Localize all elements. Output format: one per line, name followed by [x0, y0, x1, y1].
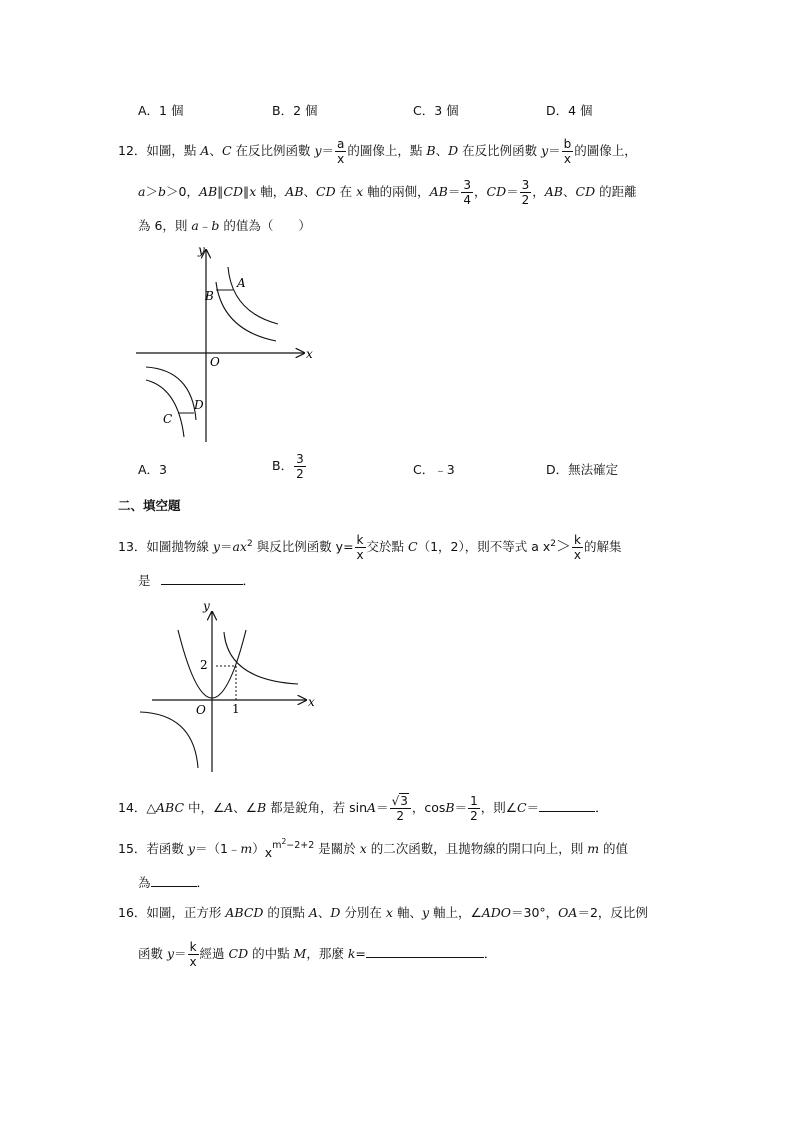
exp-2: 2: [281, 837, 287, 846]
q12-eq: ＝: [506, 184, 519, 199]
q12-seg-cd: CD: [486, 184, 507, 199]
q16-point-a: A: [308, 905, 318, 920]
q12-text: 如圖，點: [146, 143, 201, 158]
q12-eq: ＝: [321, 143, 335, 158]
q16-var-y: y: [166, 946, 175, 961]
q12-point-b: B: [426, 143, 436, 158]
q11-option-c: C．3 個: [413, 103, 459, 118]
q12-minus: ﹣: [198, 218, 212, 233]
q15-text: 的二次函數，且拋物線的開口向上，則: [366, 841, 588, 857]
numerator: 3: [296, 452, 304, 466]
q12-gt: ＞: [145, 184, 158, 199]
q16-seg-cd: CD: [228, 946, 249, 961]
q16-text: 函數: [138, 946, 167, 961]
label-1: 1: [232, 702, 240, 716]
q13-line-2: [138, 570, 255, 591]
q12-fraction-a-over-x: [335, 137, 346, 166]
q12-sep: 、: [435, 143, 449, 158]
numerator: k: [189, 940, 197, 954]
q12-line-3: [138, 216, 311, 236]
exp-rest: −2+2: [286, 840, 315, 852]
numerator: 3: [463, 178, 471, 192]
q12-sep: 、: [303, 184, 317, 199]
curve-a-outer: [228, 267, 278, 324]
numerator: √3: [390, 794, 411, 809]
q14-eq: ＝: [376, 800, 389, 815]
q12-comma: ，: [532, 184, 545, 199]
q16-text: 軸上，∠: [429, 905, 482, 920]
q12-text: 在: [335, 184, 357, 199]
q15-var-m: m: [240, 841, 253, 857]
q12-var-y: y: [541, 143, 549, 158]
q12-option-a: A．3: [138, 462, 168, 477]
q12-sep: 、: [209, 143, 222, 158]
q16-text: ＝2，反比例: [577, 905, 648, 920]
q12-line-2: [138, 178, 637, 207]
q15-number: 15．: [118, 841, 147, 857]
denominator: 2: [396, 809, 405, 823]
label-d: D: [194, 398, 204, 412]
q12-seg-cd: CD: [575, 184, 596, 199]
q12-var-b: b: [211, 218, 220, 233]
q15-text: 是關於: [314, 841, 360, 857]
q13-text: 與反比例函數 y=: [252, 539, 354, 554]
q12-fraction-ab: [461, 178, 473, 207]
q12-eq: ＝: [548, 143, 561, 158]
q11-option-a: A．1 個: [138, 103, 184, 118]
q12-text: 的圖像上，: [574, 143, 637, 158]
numerator: 3: [521, 178, 530, 192]
q14-angle-a: A: [224, 800, 234, 815]
q12-figure: [136, 242, 316, 447]
q12-point-d: D: [448, 143, 459, 158]
q11-option-d: D．4 個: [546, 103, 593, 118]
q16-var-k: k: [347, 946, 356, 961]
curve-b-inner: [216, 282, 276, 341]
exp-m: m: [272, 840, 282, 852]
q14-angle-b: B: [256, 800, 267, 815]
q12-seg-cd: CD: [316, 184, 336, 199]
q12-var-x: x: [356, 184, 364, 199]
q13-text: 是: [138, 573, 151, 588]
q15-base-x: x: [264, 845, 273, 861]
q16-angle-ado: ADO: [481, 905, 511, 920]
q16-seg-oa: OA: [558, 905, 578, 920]
label-x: x: [306, 347, 313, 361]
q12-number: 12．: [118, 143, 147, 158]
label-y: y: [203, 599, 210, 613]
q12-seg-cd: CD: [223, 184, 243, 199]
q16-line-1: [118, 903, 648, 923]
q16-number: 16．: [118, 905, 147, 920]
denominator: x: [573, 548, 582, 562]
q12-point-c: C: [221, 143, 232, 158]
q14-text: 、∠: [233, 800, 257, 815]
label-o: O: [196, 703, 206, 717]
q12-text: ＞0，: [165, 184, 199, 199]
q16-sep: 、: [317, 905, 331, 920]
q14-eq: ＝: [526, 800, 540, 815]
label-2: 2: [200, 658, 208, 672]
q15-text: ）: [252, 841, 265, 857]
label-a: A: [237, 276, 246, 290]
q13-var-y: y: [212, 539, 220, 554]
q14-fraction-1-over-2: [468, 794, 480, 823]
q13-answer-blank[interactable]: [161, 570, 243, 585]
q14-answer-blank[interactable]: [539, 797, 595, 812]
q16-text: 經過: [199, 946, 229, 961]
numerator: 1: [470, 794, 478, 808]
q14-text: 中，∠: [184, 800, 225, 815]
q13-text: 的解集: [583, 539, 622, 554]
denominator: 4: [463, 193, 471, 207]
q16-var-x: x: [385, 905, 393, 920]
q14-text: ，cos: [411, 800, 446, 815]
denominator: 2: [296, 467, 304, 481]
q13-number: 13．: [118, 539, 147, 554]
q15-text: ＝（1﹣: [194, 841, 241, 857]
q12-point-a: A: [200, 143, 210, 158]
q14-text: ，則∠: [480, 800, 517, 815]
q12-var-y: y: [314, 143, 322, 158]
q12-line-1: [118, 137, 637, 166]
label-c: C: [163, 412, 173, 426]
q16-eq: ＝: [174, 946, 187, 961]
numerator: a: [337, 137, 345, 151]
q14-abc: ABC: [156, 800, 185, 815]
q14-angle-a: A: [367, 800, 377, 815]
q12-text: 軸，: [256, 184, 286, 199]
q16-line-2: [138, 940, 496, 969]
q13-point-c: C: [407, 539, 418, 554]
q12-text: 的圖像上，點: [347, 143, 427, 158]
q12-var-x: x: [249, 184, 257, 199]
q15-text: 為: [138, 875, 151, 890]
q12-option-c: C．﹣3: [413, 462, 455, 477]
q15-var-x: x: [359, 841, 367, 857]
q12-option-d: D．無法確定: [546, 462, 619, 477]
q12-text: 的值為（ ）: [219, 218, 311, 233]
q13-exponent: 2: [246, 538, 253, 549]
q12-text: 的距離: [595, 184, 637, 199]
q12-text: 為 6，則: [138, 218, 192, 233]
denominator: x: [563, 152, 572, 166]
q12-seg-ab: AB: [544, 184, 563, 199]
q13-period: ．: [242, 573, 256, 588]
q16-point-m: M: [293, 946, 307, 961]
q15-line-2: [138, 872, 209, 893]
q13-ax: ax: [232, 539, 247, 554]
q12-option-b-fraction: [294, 452, 306, 481]
q14-text: 都是銳角，若 sin: [266, 800, 368, 815]
q16-text: 的頂點: [263, 905, 309, 920]
q12-var-a: a: [138, 184, 146, 199]
q15-var-y: y: [187, 841, 195, 857]
option-letter: B．: [272, 458, 294, 473]
curve-d-outer: [146, 380, 184, 437]
q12-text: 在反比例函數: [458, 143, 542, 158]
q16-answer-blank[interactable]: [366, 943, 484, 958]
section-title: 二、填空題: [118, 498, 181, 513]
q15-exponent: [272, 837, 315, 852]
q15-var-m: m: [587, 841, 600, 857]
q14-line: [118, 794, 608, 823]
denominator: 2: [470, 809, 478, 823]
numerator: k: [356, 533, 364, 547]
q16-var-y: y: [421, 905, 430, 920]
q16-fraction-k-over-x: [188, 940, 199, 969]
q16-text: 如圖，正方形: [146, 905, 226, 920]
hyperbola-left: [140, 712, 198, 768]
q16-text: 的中點: [248, 946, 294, 961]
q12-text: 在反比例函數: [231, 143, 315, 158]
q12-var-b: b: [157, 184, 166, 199]
q16-square: ABCD: [225, 905, 264, 920]
denominator: x: [189, 955, 197, 969]
q15-answer-blank[interactable]: [151, 872, 197, 887]
q15-period: ．: [196, 875, 210, 890]
denominator: x: [356, 548, 364, 562]
q12-parallel: ∥: [217, 184, 224, 199]
q12-parallel: ∥: [243, 184, 250, 199]
q13-fraction-k-over-x: [355, 533, 366, 562]
q12-seg-ab: AB: [285, 184, 304, 199]
q16-period: ．: [483, 946, 497, 961]
hyperbola-right: [224, 632, 298, 684]
q15-text: 若函數: [146, 841, 188, 857]
q14-number: 14．: [118, 800, 147, 815]
q14-period: ．: [595, 800, 608, 815]
q13-text: 如圖拋物線: [146, 539, 213, 554]
q16-text: 分別在: [340, 905, 386, 920]
q12-seg-ab: AB: [429, 184, 448, 199]
q15-text: 的值: [599, 841, 629, 857]
q16-text: ，那麼: [306, 946, 348, 961]
q13-line-1: [118, 533, 621, 562]
label-o: O: [210, 355, 220, 369]
label-y: y: [198, 243, 205, 257]
q13-text: （1，2），則不等式 a x: [417, 539, 551, 554]
q12-seg-ab: AB: [198, 184, 218, 199]
q14-angle-b: B: [445, 800, 455, 815]
label-x: x: [308, 695, 315, 709]
q16-text: 軸、: [392, 905, 422, 920]
q13-exponent: 2: [550, 538, 556, 549]
q16-eq: =: [355, 946, 366, 961]
q12-sep: 、: [563, 184, 576, 199]
q11-option-b: B．2 個: [272, 103, 318, 118]
q12-fraction-cd: [520, 178, 532, 207]
denominator: 2: [521, 193, 530, 207]
q12-var-a: a: [191, 218, 199, 233]
q13-figure: [136, 596, 326, 776]
q14-angle-c: C: [516, 800, 527, 815]
q14-triangle: △: [146, 800, 157, 815]
numerator: k: [573, 533, 581, 547]
q12-comma: ，: [474, 184, 487, 199]
q14-fraction-sqrt3-over-2: [390, 794, 411, 823]
q13-gt: ＞: [555, 537, 571, 555]
q12-eq: ＝: [447, 184, 461, 199]
numerator: b: [563, 137, 572, 151]
q12-option-b: [272, 452, 307, 481]
q16-point-d: D: [330, 905, 341, 920]
q15-line-1: [118, 837, 628, 861]
q13-fraction-k-over-x-2: [572, 533, 583, 562]
q12-text: 軸的兩側，: [363, 184, 430, 199]
q13-eq: ＝: [219, 539, 233, 554]
q14-eq: ＝: [454, 800, 468, 815]
q12-fraction-b-over-x: [562, 137, 574, 166]
denominator: x: [337, 152, 345, 166]
label-b: B: [205, 289, 214, 303]
q13-text: 交於點: [366, 539, 408, 554]
q16-text: ＝30°，: [511, 905, 559, 920]
radicand: 3: [400, 794, 408, 808]
